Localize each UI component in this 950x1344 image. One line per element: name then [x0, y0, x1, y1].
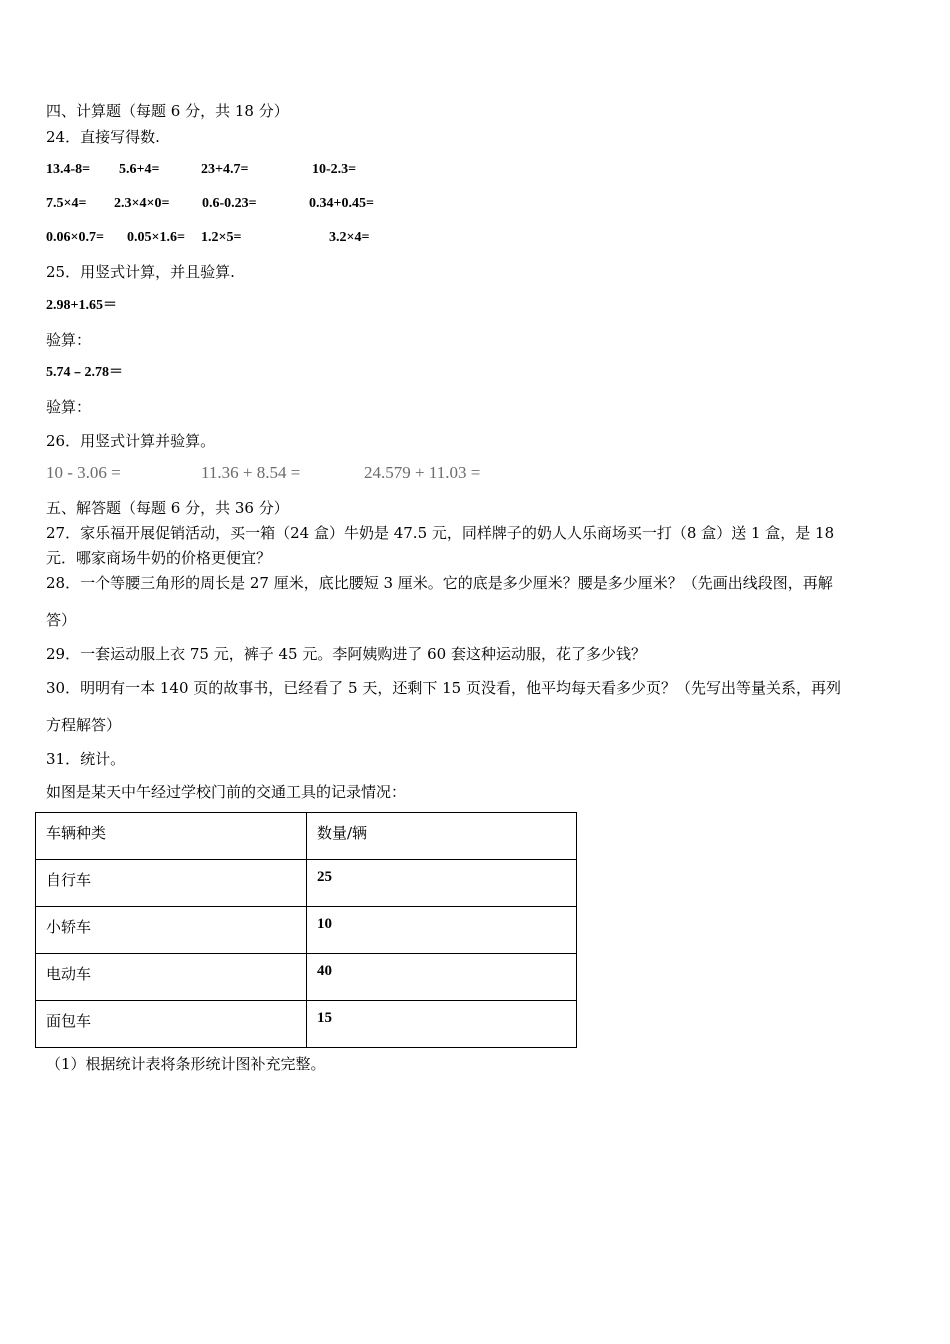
- table-cell-vehicle: 自行车: [36, 860, 307, 907]
- table-cell-vehicle: 面包车: [36, 1001, 307, 1048]
- q31-intro: 如图是某天中午经过学校门前的交通工具的记录情况：: [46, 783, 407, 801]
- section-5-heading: 五、解答题（每题 6 分，共 36 分）: [46, 499, 289, 517]
- q27-line-2: 元．哪家商场牛奶的价格更便宜？: [46, 549, 272, 567]
- q24-item: 0.06×0.7=: [46, 230, 104, 245]
- q31-sub-question-1: （1）根据统计表将条形统计图补充完整。: [46, 1055, 326, 1073]
- table-cell-count: 25: [307, 860, 577, 907]
- table-row: [36, 1001, 577, 1048]
- q24-item: 0.6-0.23=: [202, 196, 257, 211]
- table-cell-vehicle: 电动车: [36, 954, 307, 1001]
- q24-title: 24．直接写得数.: [46, 128, 160, 146]
- table-header-cell: 数量/辆: [307, 813, 577, 860]
- vehicle-count-table: [35, 812, 577, 1048]
- q25-expression-2: 5.74﹣2.78＝: [46, 365, 123, 380]
- q26-title: 26．用竖式计算并验算。: [46, 432, 216, 450]
- q30-line-1: 30．明明有一本 140 页的故事书，已经看了 5 天，还剩下 15 页没看，他平均每天看多少页？（先写出等量关系，再列: [46, 679, 841, 697]
- table-row: [36, 860, 577, 907]
- table-row: [36, 954, 577, 1001]
- q24-item: 2.3×4×0=: [114, 196, 170, 211]
- q24-item: 5.6+4=: [119, 162, 160, 177]
- q27-line-1: 27．家乐福开展促销活动，买一箱（24 盒）牛奶是 47.5 元，同样牌子的奶人人乐商场买一打（8 盒）送 1 盒，是 18: [46, 524, 835, 542]
- q31-title: 31．统计。: [46, 750, 126, 768]
- q24-item: 13.4-8=: [46, 162, 91, 177]
- q25-title: 25．用竖式计算，并且验算.: [46, 263, 235, 281]
- q26-expression: 11.36 + 8.54 =: [201, 463, 301, 482]
- table-header-row: [36, 813, 577, 860]
- q24-item: 7.5×4=: [46, 196, 87, 211]
- table-header-cell: 车辆种类: [36, 813, 307, 860]
- q24-item: 10-2.3=: [312, 162, 357, 177]
- q26-expression: 10 - 3.06 =: [46, 463, 121, 482]
- table-cell-count: 10: [307, 907, 577, 954]
- q28-line-2: 答）: [46, 611, 77, 629]
- table-cell-vehicle: 小轿车: [36, 907, 307, 954]
- table-cell-count: 40: [307, 954, 577, 1001]
- table-cell-count: 15: [307, 1001, 577, 1048]
- q24-item: 1.2×5=: [201, 230, 242, 245]
- q25-check-label-2: 验算：: [46, 398, 92, 416]
- q25-expression-1: 2.98+1.65＝: [46, 298, 117, 313]
- q30-line-2: 方程解答）: [46, 716, 122, 734]
- q24-item: 0.34+0.45=: [309, 196, 374, 211]
- q24-item: 23+4.7=: [201, 162, 249, 177]
- table-row: [36, 907, 577, 954]
- q25-check-label-1: 验算：: [46, 331, 92, 349]
- q28-line-1: 28．一个等腰三角形的周长是 27 厘米，底比腰短 3 厘米。它的底是多少厘米？腰是多少厘米？（先画出线段图，再解: [46, 574, 833, 592]
- q29-text: 29．一套运动服上衣 75 元，裤子 45 元。李阿姨购进了 60 套这种运动服，花了多少钱？: [46, 645, 646, 663]
- q26-expression: 24.579 + 11.03 =: [364, 463, 481, 482]
- section-4-heading: 四、计算题（每题 6 分，共 18 分）: [46, 102, 289, 120]
- q24-item: 3.2×4=: [329, 230, 370, 245]
- q24-item: 0.05×1.6=: [127, 230, 185, 245]
